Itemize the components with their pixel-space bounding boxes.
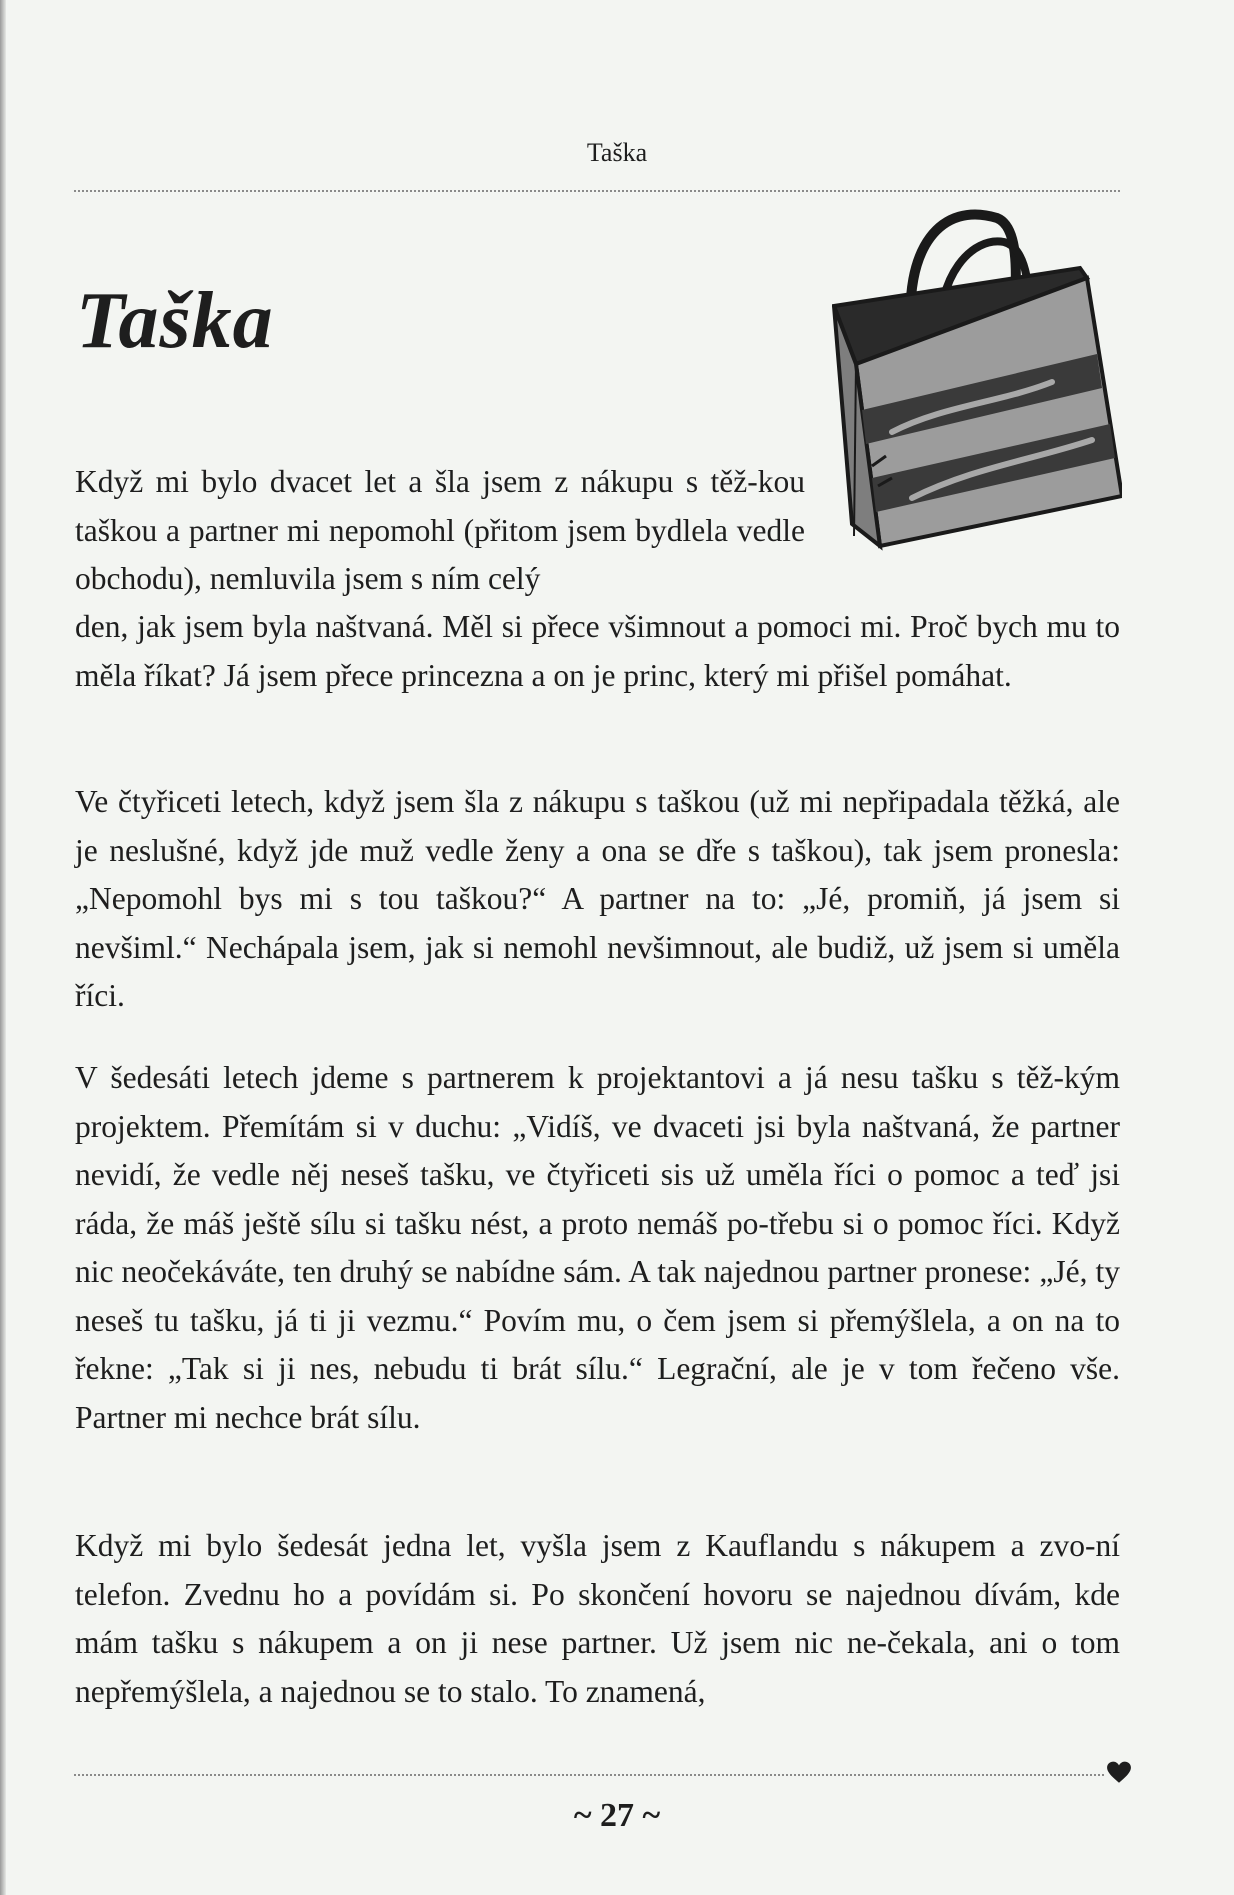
running-head: Taška [586,138,648,167]
page-number: ~ 27 ~ [573,1797,661,1834]
tote-bag-icon [832,206,1122,576]
paragraph-2: Ve čtyřiceti letech, když jsem šla z nákupu s taškou (už mi nepřipadala těžká, ale je neslušné, když jde muž vedle ženy a ona se dře s taškou), tak jsem pronesla: „Nepomohl bys mi s tou taškou?“ A partner na to: „Jé, promiň, já jsem si nevšiml.“ Nechápala jsem, jak si nemohl nevšimnout, ale budiž, už jsem si uměla říci. [75,784,1120,1013]
heart-icon [1106,1760,1132,1786]
chapter-title: Taška [76,277,274,365]
paragraph-4: Když mi bylo šedesát jedna let, vyšla jsem z Kauflandu s nákupem a zvo-ní telefon. Zvednu ho a povídám si. Po skončení hovoru se najednou dívám, kde mám tašku s nákupem a on ji nese partner. Už jsem nic ne-čekala, ani o tom nepřemýšlela, a najednou se to stalo. To znamená, [75,1528,1120,1709]
paragraph-1-part-2: den, jak jsem byla naštvaná. Měl si přece všimnout a pomoci mi. Proč bych mu to měla říkat? Já jsem přece princezna a on je princ, který mi přišel pomáhat. [75,609,1120,693]
paragraph-1-part-1: Když mi bylo dvacet let a šla jsem z nákupu s těž-kou taškou a partner mi nepomohl (přitom jsem bydlela vedle obchodu), nemluvila jsem s ním celý [75,464,805,596]
page-spine-shadow [0,0,6,1895]
header-dotted-rule [74,190,1120,192]
footer-dotted-rule [74,1774,1104,1776]
paragraph-3: V šedesáti letech jdeme s partnerem k projektantovi a já nesu tašku s těž-kým projektem. Přemítám si v duchu: „Vidíš, ve dvaceti jsi byla naštvaná, že partner nevidí, že vedle něj neseš tašku, ve čtyřiceti sis už uměla říci o pomoc a teď jsi ráda, že máš ještě sílu si tašku nést, a proto nemáš po-třebu si o pomoc říci. Když nic neočekáváte, ten druhý se nabídne sám. A tak najednou partner pronese: „Jé, ty neseš tu tašku, já ti ji vezmu.“ Povím mu, o čem jsem si přemýšlela, a on na to řekne: „Tak si ji nes, nebudu ti brát sílu.“ Legrační, ale je v tom řečeno vše. Partner mi nechce brát sílu. [75,1060,1120,1435]
